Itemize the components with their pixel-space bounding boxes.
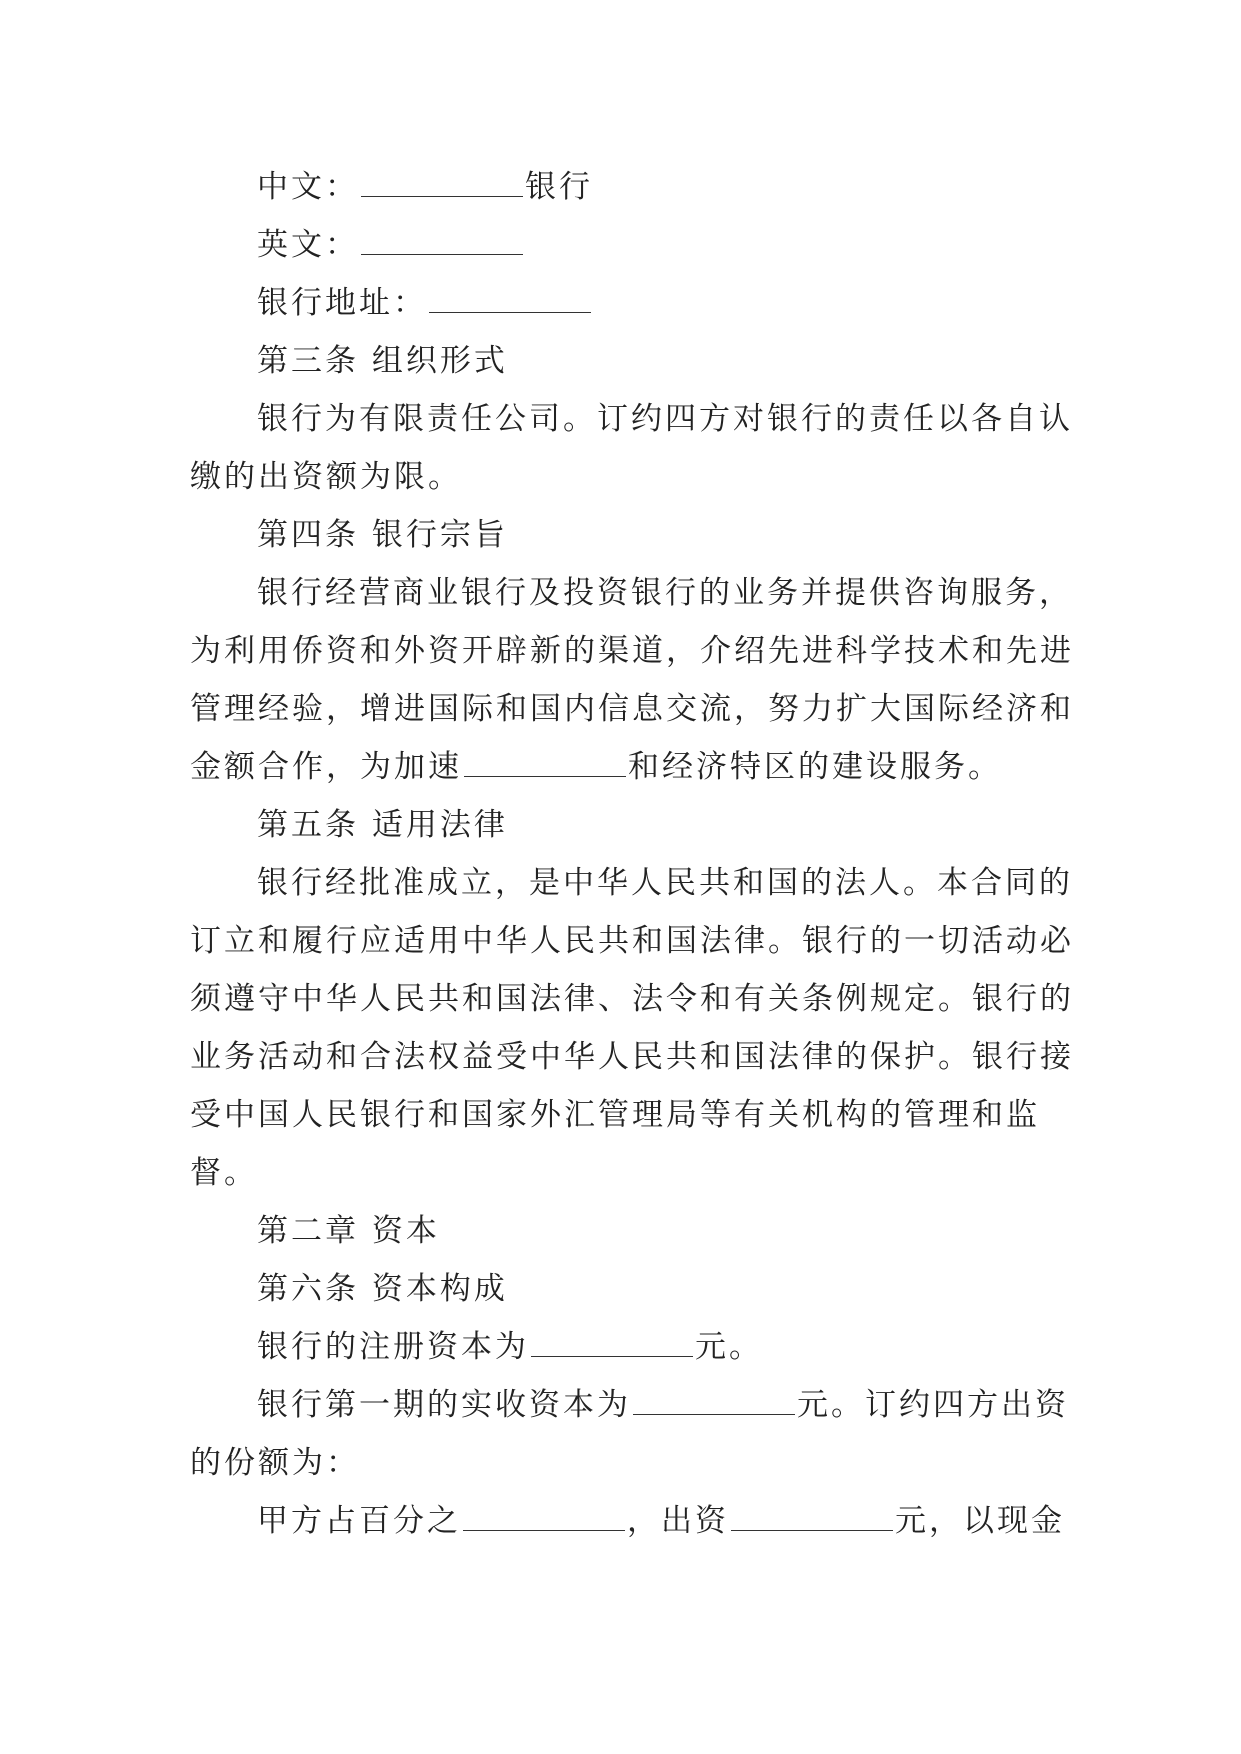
text-segment: 甲方占百分之 xyxy=(257,1503,461,1539)
fill-in-blank xyxy=(531,1326,693,1357)
text-segment: 元。 xyxy=(695,1329,763,1365)
fill-in-blank xyxy=(731,1500,893,1531)
text-segment: 管理经验，增进国际和国内信息交流，努力扩大国际经济和 xyxy=(190,691,1074,727)
text-line xyxy=(190,680,1074,738)
text-segment: 中文： xyxy=(257,169,359,205)
text-line xyxy=(190,1260,1050,1318)
text-segment: 银行 xyxy=(525,169,593,205)
text-line xyxy=(190,970,1074,1028)
text-segment: 订立和履行应适用中华人民共和国法律。银行的一切活动必 xyxy=(190,923,1074,959)
text-segment: 督。 xyxy=(190,1155,258,1191)
text-line xyxy=(190,216,1050,274)
fill-in-blank xyxy=(361,166,523,197)
fill-in-blank xyxy=(633,1384,795,1415)
text-segment: 第四条 银行宗旨 xyxy=(257,517,508,553)
text-segment: 银行经营商业银行及投资银行的业务并提供咨询服务， xyxy=(257,575,1073,611)
text-segment: 第三条 组织形式 xyxy=(257,343,508,379)
text-line xyxy=(190,1028,1074,1086)
text-line xyxy=(190,1376,1069,1434)
document-body xyxy=(190,158,1074,1550)
fill-in-blank xyxy=(464,746,626,777)
text-segment: 元。订约四方出资 xyxy=(797,1387,1069,1423)
text-line xyxy=(190,1318,1050,1376)
text-segment: 为利用侨资和外资开辟新的渠道，介绍先进科学技术和先进 xyxy=(190,633,1074,669)
text-segment: 银行为有限责任公司。订约四方对银行的责任以各自认 xyxy=(257,401,1073,437)
text-segment: 元，以现金 xyxy=(895,1503,1065,1539)
text-line xyxy=(190,1492,1065,1550)
text-line xyxy=(190,274,1050,332)
text-segment: 缴的出资额为限。 xyxy=(190,459,462,495)
text-segment: 银行第一期的实收资本为 xyxy=(257,1387,631,1423)
text-segment: 和经济特区的建设服务。 xyxy=(628,749,1002,785)
text-segment: 受中国人民银行和国家外汇管理局等有关机构的管理和监 xyxy=(190,1097,1040,1133)
text-segment: ，出资 xyxy=(627,1503,729,1539)
text-line xyxy=(190,912,1074,970)
text-segment: 银行地址： xyxy=(257,285,427,321)
text-segment: 金额合作，为加速 xyxy=(190,749,462,785)
text-segment: 第五条 适用法律 xyxy=(257,807,508,843)
text-segment: 银行的注册资本为 xyxy=(257,1329,529,1365)
text-line xyxy=(190,332,1050,390)
text-line xyxy=(190,390,1073,448)
text-line xyxy=(190,796,1050,854)
text-line xyxy=(190,506,1050,564)
text-line xyxy=(190,1434,1050,1492)
text-segment: 须遵守中华人民共和国法律、法令和有关条例规定。银行的 xyxy=(190,981,1074,1017)
text-line xyxy=(190,564,1073,622)
fill-in-blank xyxy=(429,282,591,313)
fill-in-blank xyxy=(463,1500,625,1531)
text-line xyxy=(190,854,1073,912)
text-line xyxy=(190,448,1050,506)
text-segment: 第六条 资本构成 xyxy=(257,1271,508,1307)
text-segment: 第二章 资本 xyxy=(257,1213,440,1249)
text-segment: 业务活动和合法权益受中华人民共和国法律的保护。银行接 xyxy=(190,1039,1074,1075)
text-line xyxy=(190,1144,1050,1202)
text-segment: 的份额为： xyxy=(190,1445,360,1481)
fill-in-blank xyxy=(361,224,523,255)
text-line xyxy=(190,158,1050,216)
text-line xyxy=(190,1086,1050,1144)
text-line xyxy=(190,1202,1050,1260)
text-line xyxy=(190,622,1074,680)
text-segment: 银行经批准成立，是中华人民共和国的法人。本合同的 xyxy=(257,865,1073,901)
text-line xyxy=(190,738,1050,796)
text-segment: 英文： xyxy=(257,227,359,263)
